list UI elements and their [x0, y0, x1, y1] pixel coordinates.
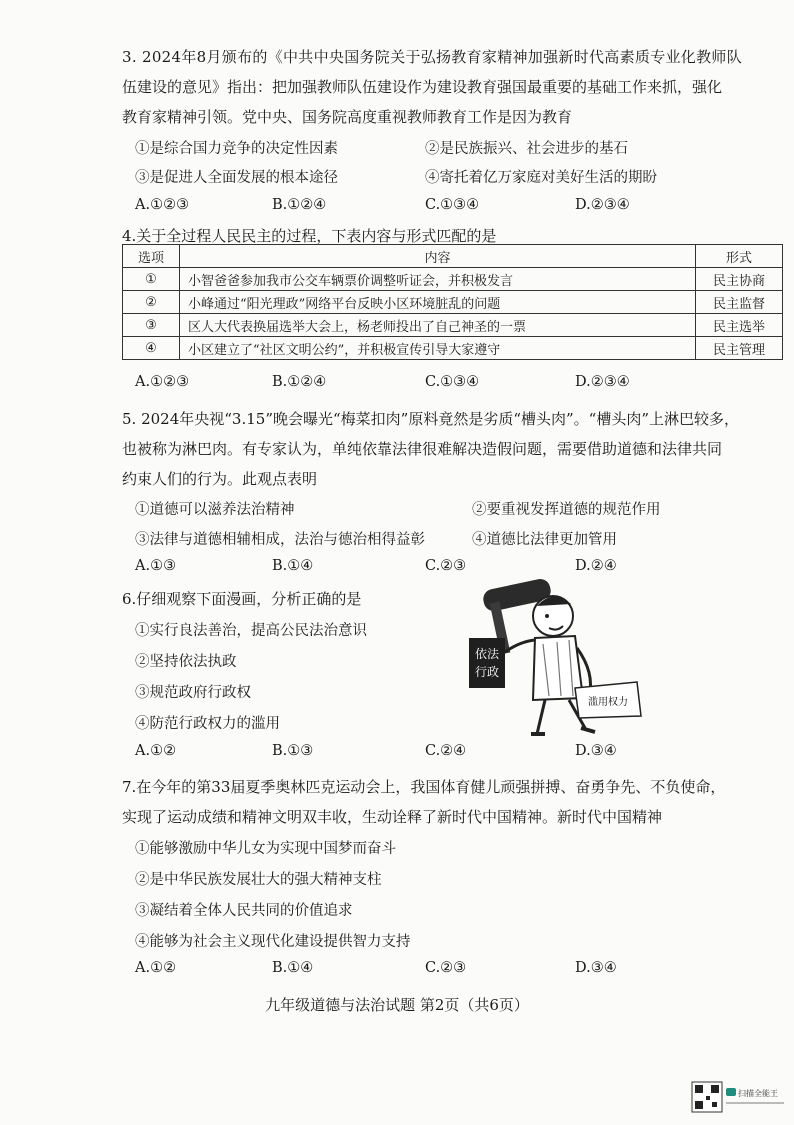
q6-item-3: ③规范政府行政权: [135, 685, 251, 701]
q7-item-4: ④能够为社会主义现代化建设提供智力支持: [135, 934, 411, 950]
q4-table-header: [123, 245, 783, 268]
q3-choice-b[interactable]: B.①②④: [272, 197, 327, 213]
q4-row-content: 小峰通过“阳光理政”网络平台反映小区环境脏乱的问题: [180, 291, 696, 314]
scanner-label: 扫描全能王: [738, 1089, 778, 1098]
scanner-logo-icon: [726, 1088, 736, 1096]
table-row: [123, 314, 783, 337]
q5-choice-b[interactable]: B.①④: [272, 558, 314, 574]
q3-stem-line-1: 3. 2024年8月颁布的《中共中央国务院关于弘扬教育家精神加强新时代高素质专业化教师队: [122, 48, 743, 66]
q3-stem-line-3: 教育家精神引领。党中央、国务院高度重视教师教育工作是因为教育: [122, 108, 573, 126]
q6-choice-d[interactable]: D.③④: [575, 743, 617, 759]
q7-choice-d[interactable]: D.③④: [575, 960, 617, 976]
q5-stem-line-1: 5. 2024年央视“3.15”晚会曝光“梅菜扣肉”原料竟然是劣质“槽头肉”。“槽头肉”上淋巴较多，: [122, 410, 740, 428]
q5-choice-d[interactable]: D.②④: [575, 558, 617, 574]
q6-item-1: ①实行良法善治，提高公民法治意识: [135, 623, 367, 639]
q4-row-content: 小智爸爸参加我市公交车辆票价调整听证会，并积极发言: [180, 268, 696, 291]
q6-cartoon-paper-label: 滥用权力: [588, 697, 628, 708]
q7-choice-c[interactable]: C.②③: [425, 960, 467, 976]
q3-item-3: ③是促进人全面发展的根本途径: [135, 170, 338, 186]
q4-row-no: ③: [123, 314, 180, 337]
q4-row-content: 小区建立了“社区文明公约”，并积极宣传引导大家遵守: [180, 337, 696, 360]
q7-stem-line-2: 实现了运动成绩和精神文明双丰收，生动诠释了新时代中国精神。新时代中国精神: [122, 808, 663, 826]
q4-row-content: 区人大代表换届选举大会上，杨老师投出了自己神圣的一票: [180, 314, 696, 337]
q4-choice-b[interactable]: B.①②④: [272, 374, 327, 390]
q3-choice-a[interactable]: A.①②③: [135, 197, 190, 213]
q6-choice-c[interactable]: C.②④: [425, 743, 467, 759]
q5-stem-line-3: 约束人们的行为。此观点表明: [122, 470, 318, 488]
q5-stem-line-2: 也被称为淋巴肉。有专家认为，单纯依靠法律很难解决造假问题，需要借助道德和法律共同: [122, 440, 723, 458]
q5-choice-c[interactable]: C.②③: [425, 558, 467, 574]
q5-item-2: ②要重视发挥道德的规范作用: [472, 502, 661, 518]
q6-item-2: ②坚持依法执政: [135, 654, 237, 670]
q3-stem-line-2: 伍建设的意见》指出：把加强教师队伍建设作为建设教育强国最重要的基础工作来抓，强化: [122, 78, 723, 96]
q7-item-2: ②是中华民族发展壮大的强大精神支柱: [135, 872, 382, 888]
q3-choice-d[interactable]: D.②③④: [575, 197, 630, 213]
q6-item-4: ④防范行政权力的滥用: [135, 716, 280, 732]
q4-row-no: ④: [123, 337, 180, 360]
q7-item-1: ①能够激励中华儿女为实现中国梦而奋斗: [135, 841, 396, 857]
table-row: [123, 291, 783, 314]
q4-stem: 4.关于全过程人民民主的过程，下表内容与形式匹配的是: [122, 227, 497, 245]
q7-choice-b[interactable]: B.①④: [272, 960, 314, 976]
q6-choice-b[interactable]: B.①③: [272, 743, 314, 759]
q4-row-form: 民主监督: [696, 291, 783, 314]
q6-cartoon-image: [465, 578, 645, 738]
q3-choice-c[interactable]: C.①③④: [425, 197, 480, 213]
q6-stem: 6.仔细观察下面漫画，分析正确的是: [122, 590, 362, 608]
q3-item-4: ④寄托着亿万家庭对美好生活的期盼: [425, 170, 657, 186]
q4-header-option: 选项: [123, 245, 180, 268]
q3-item-2: ②是民族振兴、社会进步的基石: [425, 141, 628, 157]
q4-row-no: ②: [123, 291, 180, 314]
q6-cartoon-label-2: 行政: [474, 665, 500, 679]
q7-choice-a[interactable]: A.①②: [135, 960, 177, 976]
q4-row-no: ①: [123, 268, 180, 291]
q6-cartoon-label-1: 依法: [474, 647, 500, 661]
q4-header-content: 内容: [180, 245, 696, 268]
q4-header-form: 形式: [696, 245, 783, 268]
page-footer: 九年级道德与法治试题 第2页（共6页）: [265, 996, 529, 1014]
q4-choice-c[interactable]: C.①③④: [425, 374, 480, 390]
q6-choice-a[interactable]: A.①②: [135, 743, 177, 759]
table-row: [123, 268, 783, 291]
q4-row-form: 民主选举: [696, 314, 783, 337]
table-row: [123, 337, 783, 360]
q4-row-form: 民主协商: [696, 268, 783, 291]
q3-item-1: ①是综合国力竞争的决定性因素: [135, 141, 338, 157]
q7-stem-line-1: 7.在今年的第33届夏季奥林匹克运动会上，我国体育健儿顽强拼搏、奋勇争先、不负使命，: [122, 778, 726, 796]
q4-row-form: 民主管理: [696, 337, 783, 360]
q5-choice-a[interactable]: A.①③: [135, 558, 177, 574]
q5-item-3: ③法律与道德相辅相成，法治与德治相得益彰: [135, 532, 425, 548]
scanner-watermark: [690, 1080, 790, 1116]
q4-table: [122, 244, 783, 360]
q5-item-1: ①道德可以滋养法治精神: [135, 502, 295, 518]
q7-item-3: ③凝结着全体人民共同的价值追求: [135, 903, 353, 919]
q4-choice-a[interactable]: A.①②③: [135, 374, 190, 390]
q4-choice-d[interactable]: D.②③④: [575, 374, 630, 390]
q5-item-4: ④道德比法律更加管用: [472, 532, 617, 548]
